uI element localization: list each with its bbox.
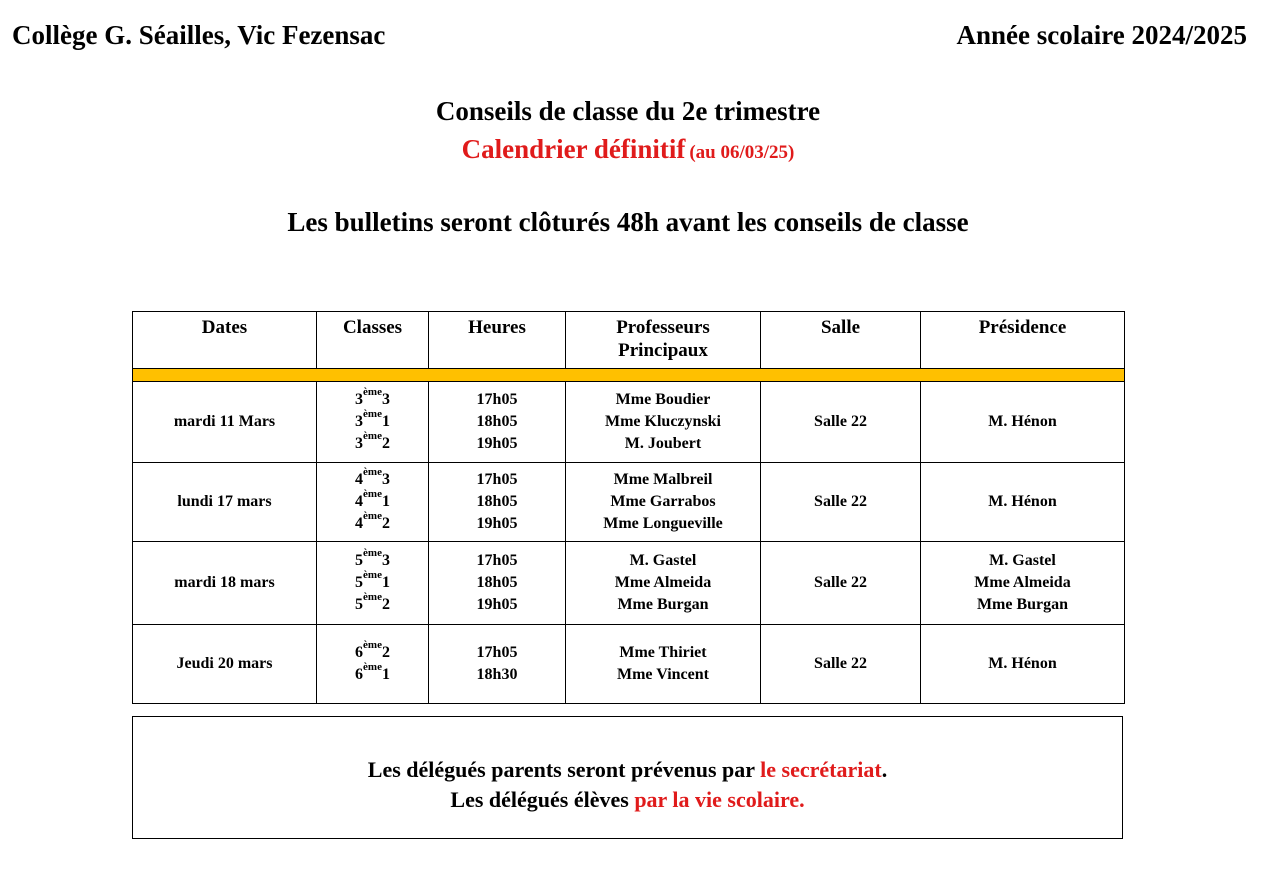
header-professeurs-line1: Professeurs (616, 317, 710, 338)
cell-salle: Salle 22 (761, 542, 921, 625)
prof-entry: Mme Vincent (617, 666, 709, 683)
cell-professeurs (566, 382, 761, 463)
time-entry: 17h05 (476, 644, 518, 661)
cell-date: Jeudi 20 mars (133, 625, 317, 704)
header-professeurs (566, 312, 761, 369)
page-title: Conseils de classe du 2e trimestre (435, 96, 821, 126)
cell-presidence (921, 625, 1125, 704)
cell-salle: Salle 22 (761, 382, 921, 463)
cell-classes (317, 625, 429, 704)
yellow-separator-row (133, 369, 1125, 382)
class-entry: 4ème2 (355, 509, 390, 532)
cell-presidence (921, 463, 1125, 542)
cell-salle: Salle 22 (761, 463, 921, 542)
schedule-table (132, 311, 1125, 704)
calendar-date: (au 06/03/25) (689, 142, 795, 163)
parents-delegates-line (133, 757, 1122, 783)
time-entry: 19h05 (476, 596, 518, 613)
header-heures: Heures (429, 312, 566, 369)
time-entry: 17h05 (476, 471, 518, 488)
prof-entry: Mme Burgan (617, 596, 709, 613)
cell-classes (317, 542, 429, 625)
class-entry: 5ème1 (355, 568, 390, 591)
time-entry: 19h05 (476, 515, 518, 532)
time-entry: 18h30 (476, 666, 518, 683)
class-entry: 6ème2 (355, 638, 390, 661)
secretariat-text: le secrétariat (760, 757, 882, 782)
prof-entry: Mme Garrabos (610, 493, 716, 510)
cell-heures (429, 625, 566, 704)
presidence-entry: Mme Almeida (974, 574, 1071, 591)
prof-entry: Mme Almeida (614, 574, 712, 591)
presidence-entry: M. Gastel (989, 552, 1056, 569)
parents-delegates-text: Les délégués parents seront prévenus par (367, 757, 761, 782)
time-entry: 17h05 (476, 391, 518, 408)
prof-entry: Mme Thiriet (619, 644, 707, 661)
class-entry: 5ème3 (355, 546, 390, 569)
cell-heures (429, 463, 566, 542)
prof-entry: M. Joubert (624, 435, 702, 452)
cell-salle: Salle 22 (761, 625, 921, 704)
vie-scolaire-text: par la vie scolaire. (634, 787, 805, 812)
cell-classes (317, 382, 429, 463)
table-row (133, 542, 1125, 625)
cell-heures (429, 542, 566, 625)
calendar-label: Calendrier définitif (461, 134, 686, 164)
table-row (133, 625, 1125, 704)
table-header-row (133, 312, 1125, 369)
class-entry: 6ème1 (355, 660, 390, 683)
presidence-entry: M. Hénon (988, 413, 1057, 430)
time-entry: 19h05 (476, 435, 518, 452)
cell-date: mardi 11 Mars (133, 382, 317, 463)
yellow-separator (133, 369, 1125, 382)
school-year: Année scolaire 2024/2025 (956, 20, 1247, 50)
delegates-notice-box (132, 716, 1123, 839)
header-professeurs-line2: Principaux (618, 340, 708, 361)
header-classes: Classes (317, 312, 429, 369)
cell-professeurs (566, 463, 761, 542)
period-text: . (881, 757, 888, 782)
prof-entry: Mme Longueville (603, 515, 723, 532)
cell-presidence (921, 382, 1125, 463)
cell-presidence (921, 542, 1125, 625)
school-name: Collège G. Séailles, Vic Fezensac (12, 20, 386, 50)
class-entry: 3ème1 (355, 407, 390, 430)
presidence-entry: Mme Burgan (976, 596, 1069, 613)
class-entry: 4ème1 (355, 487, 390, 510)
class-entry: 3ème2 (355, 429, 390, 452)
bulletins-notice: Les bulletins seront clôturés 48h avant les conseils de classe (287, 207, 969, 237)
cell-professeurs (566, 542, 761, 625)
calendar-subtitle (0, 134, 1256, 165)
class-entry: 5ème2 (355, 590, 390, 613)
time-entry: 17h05 (476, 552, 518, 569)
cell-heures (429, 382, 566, 463)
prof-entry: Mme Kluczynski (605, 413, 721, 430)
header-presidence: Présidence (921, 312, 1125, 369)
students-delegates-text: Les délégués élèves (450, 787, 635, 812)
cell-professeurs (566, 625, 761, 704)
students-delegates-line (133, 787, 1122, 813)
class-entry: 4ème3 (355, 465, 390, 488)
time-entry: 18h05 (476, 493, 518, 510)
header-dates: Dates (133, 312, 317, 369)
class-entry: 3ème3 (355, 385, 390, 408)
header-salle: Salle (761, 312, 921, 369)
time-entry: 18h05 (476, 574, 518, 591)
table-row (133, 382, 1125, 463)
prof-entry: M. Gastel (629, 552, 697, 569)
prof-entry: Mme Malbreil (613, 471, 713, 488)
table-row (133, 463, 1125, 542)
prof-entry: Mme Boudier (615, 391, 711, 408)
time-entry: 18h05 (476, 413, 518, 430)
cell-date: lundi 17 mars (133, 463, 317, 542)
presidence-entry: M. Hénon (988, 655, 1057, 672)
cell-date: mardi 18 mars (133, 542, 317, 625)
cell-classes (317, 463, 429, 542)
presidence-entry: M. Hénon (988, 493, 1057, 510)
